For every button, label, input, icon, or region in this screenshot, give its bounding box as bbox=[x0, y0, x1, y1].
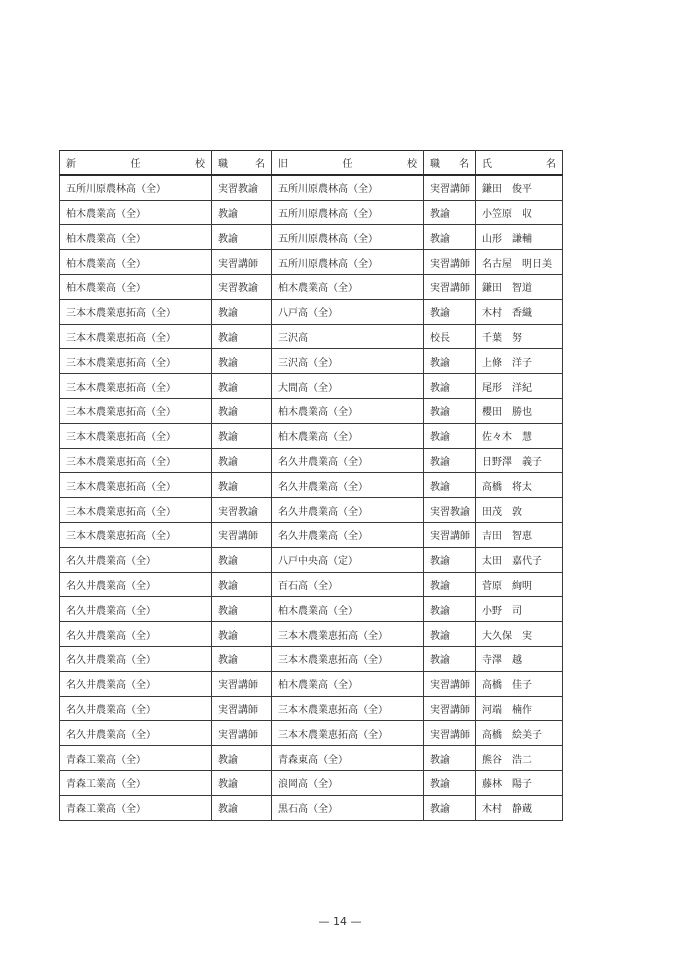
header-position-2-label: 職 名 bbox=[430, 159, 469, 171]
person-name-cell: 日野澤 義子 bbox=[476, 448, 563, 473]
person-name-cell: 高橋 絵美子 bbox=[476, 721, 563, 746]
page-number: — 14 — bbox=[318, 915, 362, 928]
table-row bbox=[60, 622, 563, 647]
person-name-cell: 熊谷 浩二 bbox=[476, 746, 563, 771]
new-position-cell: 実習講師 bbox=[212, 696, 272, 721]
table-row bbox=[60, 770, 563, 795]
old-position-cell: 教諭 bbox=[424, 646, 476, 671]
new-position-cell: 教諭 bbox=[212, 349, 272, 374]
table-row bbox=[60, 522, 563, 547]
person-name-cell: 田茂 敦 bbox=[476, 498, 563, 523]
table-row bbox=[60, 250, 563, 275]
table-row bbox=[60, 671, 563, 696]
new-position-cell: 教諭 bbox=[212, 572, 272, 597]
person-name-cell: 藤林 陽子 bbox=[476, 770, 563, 795]
old-position-cell: 教諭 bbox=[424, 746, 476, 771]
new-position-cell: 教諭 bbox=[212, 299, 272, 324]
table-row bbox=[60, 696, 563, 721]
new-school-cell: 名久井農業高（全） bbox=[60, 547, 212, 572]
old-school-cell: 五所川原農林高（全） bbox=[272, 175, 424, 200]
old-school-cell: 百石高（全） bbox=[272, 572, 424, 597]
new-position-cell: 教諭 bbox=[212, 374, 272, 399]
header-new-school-label: 新 任 校 bbox=[66, 159, 205, 171]
personnel-table bbox=[59, 150, 563, 821]
new-school-cell: 柏木農業高（全） bbox=[60, 250, 212, 275]
new-position-cell: 教諭 bbox=[212, 200, 272, 225]
person-name-cell: 佐々木 慧 bbox=[476, 423, 563, 448]
table-row bbox=[60, 175, 563, 200]
new-school-cell: 三本木農業恵拓高（全） bbox=[60, 349, 212, 374]
table-row bbox=[60, 324, 563, 349]
new-school-cell: 青森工業高（全） bbox=[60, 795, 212, 820]
new-school-cell: 名久井農業高（全） bbox=[60, 696, 212, 721]
person-name-cell: 吉田 智恵 bbox=[476, 522, 563, 547]
old-school-cell: 名久井農業高（全） bbox=[272, 522, 424, 547]
person-name-cell: 鎌田 俊平 bbox=[476, 175, 563, 200]
table-row bbox=[60, 299, 563, 324]
old-position-cell: 教諭 bbox=[424, 448, 476, 473]
new-school-cell: 名久井農業高（全） bbox=[60, 572, 212, 597]
table-row bbox=[60, 746, 563, 771]
old-position-cell: 教諭 bbox=[424, 349, 476, 374]
old-position-cell: 実習講師 bbox=[424, 274, 476, 299]
table-row bbox=[60, 274, 563, 299]
old-position-cell: 教諭 bbox=[424, 795, 476, 820]
person-name-cell: 櫻田 勝也 bbox=[476, 398, 563, 423]
new-school-cell: 名久井農業高（全） bbox=[60, 622, 212, 647]
person-name-cell: 太田 嘉代子 bbox=[476, 547, 563, 572]
old-position-cell: 教諭 bbox=[424, 770, 476, 795]
old-position-cell: 教諭 bbox=[424, 200, 476, 225]
person-name-cell: 寺澤 越 bbox=[476, 646, 563, 671]
old-school-cell: 八戸中央高（定） bbox=[272, 547, 424, 572]
new-position-cell: 教諭 bbox=[212, 473, 272, 498]
old-position-cell: 教諭 bbox=[424, 299, 476, 324]
new-school-cell: 三本木農業恵拓高（全） bbox=[60, 423, 212, 448]
old-school-cell: 八戸高（全） bbox=[272, 299, 424, 324]
person-name-cell: 鎌田 智道 bbox=[476, 274, 563, 299]
table-row bbox=[60, 473, 563, 498]
person-name-cell: 菅原 絢明 bbox=[476, 572, 563, 597]
new-position-cell: 教諭 bbox=[212, 398, 272, 423]
header-old-school bbox=[272, 151, 424, 176]
new-position-cell: 教諭 bbox=[212, 646, 272, 671]
old-school-cell: 柏木農業高（全） bbox=[272, 671, 424, 696]
old-position-cell: 教諭 bbox=[424, 423, 476, 448]
table-row bbox=[60, 225, 563, 250]
new-school-cell: 五所川原農林高（全） bbox=[60, 175, 212, 200]
old-position-cell: 実習講師 bbox=[424, 250, 476, 275]
table-row bbox=[60, 646, 563, 671]
person-name-cell: 小笠原 収 bbox=[476, 200, 563, 225]
header-name bbox=[476, 151, 563, 176]
table-row bbox=[60, 547, 563, 572]
new-school-cell: 三本木農業恵拓高（全） bbox=[60, 374, 212, 399]
old-school-cell: 柏木農業高（全） bbox=[272, 274, 424, 299]
new-school-cell: 青森工業高（全） bbox=[60, 746, 212, 771]
table-row bbox=[60, 795, 563, 820]
new-position-cell: 教諭 bbox=[212, 597, 272, 622]
person-name-cell: 千葉 努 bbox=[476, 324, 563, 349]
old-school-cell: 五所川原農林高（全） bbox=[272, 250, 424, 275]
old-school-cell: 三本木農業恵拓高（全） bbox=[272, 721, 424, 746]
new-position-cell: 実習教諭 bbox=[212, 175, 272, 200]
new-position-cell: 教諭 bbox=[212, 770, 272, 795]
new-position-cell: 教諭 bbox=[212, 547, 272, 572]
table-row bbox=[60, 200, 563, 225]
new-position-cell: 実習教諭 bbox=[212, 498, 272, 523]
new-school-cell: 三本木農業恵拓高（全） bbox=[60, 498, 212, 523]
new-position-cell: 教諭 bbox=[212, 448, 272, 473]
old-position-cell: 実習講師 bbox=[424, 175, 476, 200]
header-name-label: 氏 名 bbox=[482, 159, 556, 171]
table-row bbox=[60, 498, 563, 523]
new-position-cell: 教諭 bbox=[212, 324, 272, 349]
new-position-cell: 教諭 bbox=[212, 423, 272, 448]
old-position-cell: 実習教諭 bbox=[424, 498, 476, 523]
new-school-cell: 三本木農業恵拓高（全） bbox=[60, 398, 212, 423]
person-name-cell: 高橋 佳子 bbox=[476, 671, 563, 696]
table-row bbox=[60, 398, 563, 423]
old-school-cell: 浪岡高（全） bbox=[272, 770, 424, 795]
old-position-cell: 校長 bbox=[424, 324, 476, 349]
person-name-cell: 尾形 洋紀 bbox=[476, 374, 563, 399]
person-name-cell: 河端 楠作 bbox=[476, 696, 563, 721]
table-body bbox=[60, 175, 563, 820]
old-position-cell: 実習講師 bbox=[424, 671, 476, 696]
old-school-cell: 黒石高（全） bbox=[272, 795, 424, 820]
table-row bbox=[60, 349, 563, 374]
new-school-cell: 青森工業高（全） bbox=[60, 770, 212, 795]
header-old-school-label: 旧 任 校 bbox=[278, 159, 417, 171]
new-position-cell: 実習講師 bbox=[212, 721, 272, 746]
old-school-cell: 大間高（全） bbox=[272, 374, 424, 399]
person-name-cell: 山形 謙輔 bbox=[476, 225, 563, 250]
old-position-cell: 教諭 bbox=[424, 374, 476, 399]
old-school-cell: 三沢高 bbox=[272, 324, 424, 349]
old-school-cell: 名久井農業高（全） bbox=[272, 498, 424, 523]
person-name-cell: 小野 司 bbox=[476, 597, 563, 622]
new-school-cell: 三本木農業恵拓高（全） bbox=[60, 299, 212, 324]
old-school-cell: 三本木農業恵拓高（全） bbox=[272, 622, 424, 647]
new-position-cell: 実習講師 bbox=[212, 250, 272, 275]
old-school-cell: 柏木農業高（全） bbox=[272, 597, 424, 622]
table-row bbox=[60, 597, 563, 622]
new-position-cell: 教諭 bbox=[212, 746, 272, 771]
new-school-cell: 名久井農業高（全） bbox=[60, 646, 212, 671]
header-new-school bbox=[60, 151, 212, 176]
old-school-cell: 三本木農業恵拓高（全） bbox=[272, 696, 424, 721]
old-school-cell: 名久井農業高（全） bbox=[272, 473, 424, 498]
new-school-cell: 三本木農業恵拓高（全） bbox=[60, 324, 212, 349]
new-school-cell: 柏木農業高（全） bbox=[60, 274, 212, 299]
old-position-cell: 教諭 bbox=[424, 622, 476, 647]
new-school-cell: 名久井農業高（全） bbox=[60, 721, 212, 746]
new-school-cell: 三本木農業恵拓高（全） bbox=[60, 522, 212, 547]
person-name-cell: 木村 香織 bbox=[476, 299, 563, 324]
person-name-cell: 上條 洋子 bbox=[476, 349, 563, 374]
table-row bbox=[60, 721, 563, 746]
new-school-cell: 名久井農業高（全） bbox=[60, 597, 212, 622]
old-school-cell: 青森東高（全） bbox=[272, 746, 424, 771]
table-row bbox=[60, 423, 563, 448]
old-position-cell: 実習講師 bbox=[424, 522, 476, 547]
new-position-cell: 教諭 bbox=[212, 795, 272, 820]
old-school-cell: 柏木農業高（全） bbox=[272, 398, 424, 423]
table-row bbox=[60, 448, 563, 473]
new-school-cell: 柏木農業高（全） bbox=[60, 225, 212, 250]
new-school-cell: 三本木農業恵拓高（全） bbox=[60, 473, 212, 498]
person-name-cell: 名古屋 明日美 bbox=[476, 250, 563, 275]
new-position-cell: 教諭 bbox=[212, 225, 272, 250]
table-row bbox=[60, 572, 563, 597]
header-position-2 bbox=[424, 151, 476, 176]
old-position-cell: 教諭 bbox=[424, 225, 476, 250]
old-position-cell: 教諭 bbox=[424, 473, 476, 498]
old-position-cell: 教諭 bbox=[424, 572, 476, 597]
person-name-cell: 木村 静蔵 bbox=[476, 795, 563, 820]
header-position-1-label: 職 名 bbox=[218, 159, 265, 171]
person-name-cell: 大久保 実 bbox=[476, 622, 563, 647]
new-position-cell: 実習講師 bbox=[212, 671, 272, 696]
new-position-cell: 実習教諭 bbox=[212, 274, 272, 299]
old-position-cell: 教諭 bbox=[424, 547, 476, 572]
old-position-cell: 実習講師 bbox=[424, 721, 476, 746]
old-school-cell: 五所川原農林高（全） bbox=[272, 225, 424, 250]
old-school-cell: 三沢高（全） bbox=[272, 349, 424, 374]
new-school-cell: 名久井農業高（全） bbox=[60, 671, 212, 696]
person-name-cell: 高橋 将太 bbox=[476, 473, 563, 498]
old-position-cell: 実習講師 bbox=[424, 696, 476, 721]
old-position-cell: 教諭 bbox=[424, 398, 476, 423]
header-position-1 bbox=[212, 151, 272, 176]
header-row bbox=[60, 151, 563, 176]
new-school-cell: 三本木農業恵拓高（全） bbox=[60, 448, 212, 473]
old-school-cell: 名久井農業高（全） bbox=[272, 448, 424, 473]
new-school-cell: 柏木農業高（全） bbox=[60, 200, 212, 225]
new-position-cell: 教諭 bbox=[212, 622, 272, 647]
table-row bbox=[60, 374, 563, 399]
new-position-cell: 実習講師 bbox=[212, 522, 272, 547]
old-school-cell: 柏木農業高（全） bbox=[272, 423, 424, 448]
old-position-cell: 教諭 bbox=[424, 597, 476, 622]
old-school-cell: 三本木農業恵拓高（全） bbox=[272, 646, 424, 671]
old-school-cell: 五所川原農林高（全） bbox=[272, 200, 424, 225]
